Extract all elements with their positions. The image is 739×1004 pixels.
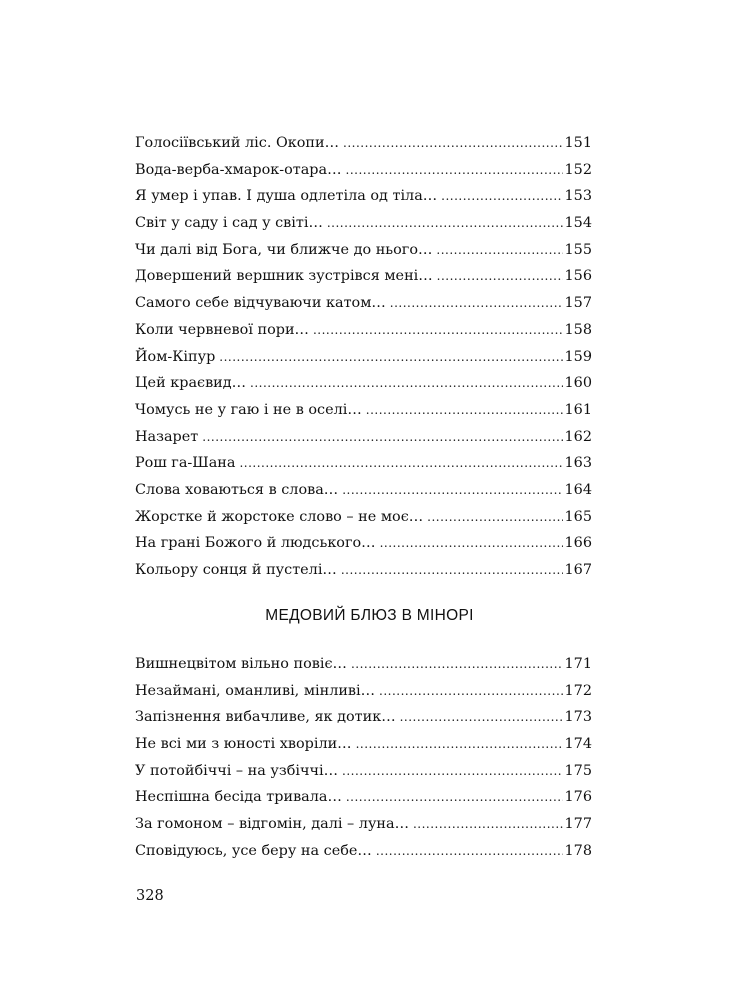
- toc-entry: [135, 397, 592, 424]
- toc-dot-leader: [427, 504, 562, 531]
- page-number: 328: [136, 888, 164, 904]
- toc-entry-page: 174: [564, 736, 592, 753]
- toc-entry-title: Не всі ми з юності хворіли…: [135, 736, 352, 753]
- toc-entry: [135, 530, 592, 557]
- toc-entry: [135, 370, 592, 397]
- toc-entry: [135, 237, 592, 264]
- toc-entry: [135, 758, 592, 785]
- toc-dot-leader: [219, 344, 562, 371]
- toc-dot-leader: [376, 838, 563, 865]
- toc-entry: [135, 210, 592, 237]
- toc-entry: [135, 838, 592, 865]
- toc-dot-leader: [239, 450, 562, 477]
- toc-entry-page: 172: [564, 682, 592, 699]
- toc-entry: [135, 704, 592, 731]
- toc-entry: [135, 157, 592, 184]
- toc-entry: [135, 477, 592, 504]
- toc-dot-leader: [346, 784, 563, 811]
- toc-dot-leader: [343, 130, 563, 157]
- toc-entry-title: Запізнення вибачливе, як дотик…: [135, 709, 396, 726]
- toc-dot-leader: [250, 370, 563, 397]
- toc-entry-page: 175: [564, 762, 592, 779]
- toc-entry: [135, 317, 592, 344]
- toc-entry-page: 157: [564, 295, 592, 312]
- toc-entry: [135, 504, 592, 531]
- toc-entry-title: Рош га-Шана: [135, 455, 236, 472]
- toc-entry-page: 156: [564, 268, 592, 285]
- toc-entry-page: 167: [564, 562, 592, 578]
- toc-dot-leader: [356, 731, 563, 758]
- toc-entry-page: 153: [564, 188, 592, 205]
- toc-entry: [135, 784, 592, 811]
- toc-entry-page: 160: [564, 375, 592, 392]
- toc-entry-page: 164: [564, 481, 592, 498]
- toc-entry: [135, 290, 592, 317]
- toc-entry-page: 177: [564, 816, 592, 833]
- section-title: МЕДОВИЙ БЛЮЗ В МІНОРІ: [265, 607, 474, 624]
- toc-entry-page: 161: [564, 401, 592, 418]
- toc-dot-leader: [346, 157, 563, 184]
- toc-dot-leader: [342, 758, 562, 785]
- toc-entry-page: 158: [564, 321, 592, 338]
- toc-dot-leader: [400, 704, 563, 731]
- toc-entry: [135, 557, 592, 584]
- toc-entry-page: 159: [564, 348, 592, 365]
- toc-entry-title: За гомоном – відгомін, далі – луна…: [135, 816, 409, 833]
- toc-entry-page: 176: [564, 789, 592, 806]
- toc-dot-leader: [202, 424, 562, 451]
- toc-dot-leader: [341, 557, 563, 584]
- toc-dot-leader: [342, 477, 562, 504]
- toc-entry-title: Йом-Кіпур: [135, 348, 216, 365]
- toc-entry-page: 154: [564, 215, 592, 232]
- toc-entry-title: Голосіївський ліс. Окопи…: [135, 135, 339, 151]
- toc-entry-page: 162: [564, 428, 592, 445]
- toc-entry-page: 151: [564, 135, 592, 151]
- toc-entry-page: 171: [564, 656, 592, 672]
- toc-entry-page: 152: [564, 161, 592, 178]
- toc-entry-title: Слова ховаються в слова…: [135, 481, 339, 498]
- toc-entry: [135, 424, 592, 451]
- toc-entry: [135, 130, 592, 157]
- toc-entry-title: Коли червневої пори…: [135, 321, 309, 338]
- toc-dot-leader: [366, 397, 563, 424]
- toc-dot-leader: [379, 678, 562, 705]
- toc-entry-page: 173: [564, 709, 592, 726]
- toc-entry-page: 178: [564, 842, 592, 859]
- toc-dot-leader: [327, 210, 563, 237]
- toc-entry: [135, 811, 592, 838]
- toc-entry: [135, 263, 592, 290]
- toc-entry-title: Чомусь не у гаю і не в оселі…: [135, 401, 362, 418]
- table-of-contents-part-1: [135, 130, 592, 584]
- table-of-contents-part-2: [135, 651, 592, 865]
- toc-entry: [135, 183, 592, 210]
- toc-entry-title: Самого себе відчуваючи катом…: [135, 295, 386, 312]
- toc-entry-page: 155: [564, 241, 592, 258]
- toc-entry-title: Сповідуюсь, усе беру на себе…: [135, 842, 372, 859]
- toc-entry-title: Чи далі від Бога, чи ближче до нього…: [135, 241, 433, 258]
- toc-entry-title: Цей краєвид…: [135, 375, 247, 392]
- toc-entry: [135, 344, 592, 371]
- toc-entry-title: Світ у саду і сад у світі…: [135, 215, 323, 232]
- toc-entry: [135, 731, 592, 758]
- toc-entry: [135, 651, 592, 678]
- toc-dot-leader: [436, 237, 562, 264]
- toc-entry-title: Вишнецвітом вільно повіє…: [135, 656, 347, 672]
- toc-dot-leader: [413, 811, 563, 838]
- toc-entry-title: На грані Божого й людського…: [135, 535, 376, 552]
- toc-entry-page: 165: [564, 508, 592, 525]
- toc-entry-page: 163: [564, 455, 592, 472]
- toc-dot-leader: [351, 651, 563, 678]
- toc-entry-title: Незаймані, оманливі, мінливі…: [135, 682, 376, 699]
- toc-entry-title: Вода-верба-хмарок-отара…: [135, 161, 342, 178]
- toc-dot-leader: [441, 183, 562, 210]
- toc-entry: [135, 678, 592, 705]
- toc-entry-title: У потойбіччі – на узбіччі…: [135, 762, 339, 779]
- toc-entry-title: Назарет: [135, 428, 199, 445]
- toc-entry: [135, 450, 592, 477]
- toc-dot-leader: [313, 317, 563, 344]
- toc-dot-leader: [437, 263, 563, 290]
- toc-dot-leader: [390, 290, 563, 317]
- toc-entry-title: Жорстке й жорстоке слово – не моє…: [135, 508, 424, 525]
- toc-entry-title: Я умер і упав. І душа одлетіла од тіла…: [135, 188, 438, 205]
- toc-entry-title: Неспішна бесіда тривала…: [135, 789, 342, 806]
- toc-entry-page: 166: [564, 535, 592, 552]
- toc-dot-leader: [380, 530, 563, 557]
- toc-entry-title: Кольору сонця й пустелі…: [135, 562, 337, 578]
- toc-entry-title: Довершений вершник зустрівся мені…: [135, 268, 433, 285]
